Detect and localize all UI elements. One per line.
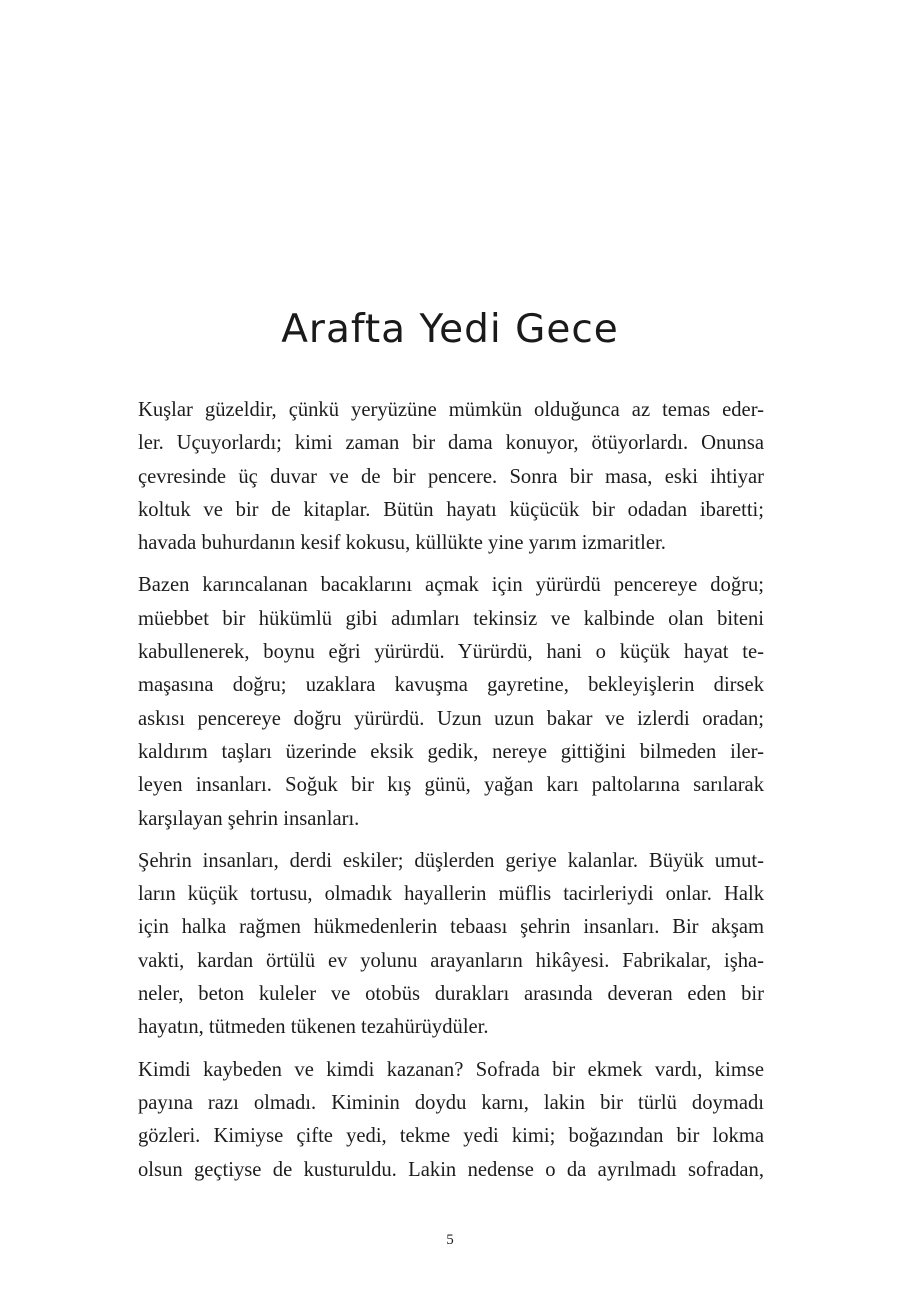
- text-line: müebbet bir hükümlü gibi adımları tekinsiz ve kalbinde olan biteni: [138, 607, 764, 630]
- text-line: vakti, kardan örtülü ev yolunu arayanların hikâyesi. Fabrikalar, işha-: [138, 949, 764, 972]
- text-line: Şehrin insanları, derdi eskiler; düşlerden geriye kalanlar. Büyük umut-: [138, 849, 764, 872]
- text-line: için halka rağmen hükmedenlerin tebaası şehrin insanları. Bir akşam: [138, 916, 764, 939]
- text-line: Kimdi kaybeden ve kimdi kazanan? Sofrada bir ekmek vardı, kimse: [138, 1058, 764, 1081]
- text-line: payına razı olmadı. Kiminin doydu karnı, lakin bir türlü doymadı: [138, 1091, 764, 1114]
- paragraph: [138, 569, 764, 835]
- text-line: ların küçük tortusu, olmadık hayallerin müflis tacirleriydi onlar. Halk: [138, 883, 764, 906]
- text-line: Kuşlar güzeldir, çünkü yeryüzüne mümkün olduğunca az temas eder-: [138, 399, 764, 421]
- text-line: Bazen karıncalanan bacaklarını açmak için yürürdü pencereye doğru;: [138, 574, 764, 597]
- text-line: neler, beton kuleler ve otobüs durakları arasında deveran eden bir: [138, 983, 764, 1006]
- text-line: kabullenerek, boynu eğri yürürdü. Yürürdü, hani o küçük hayat te-: [138, 641, 764, 664]
- paragraph: [138, 1054, 764, 1187]
- text-line: hayatın, tütmeden tükenen tezahürüydüler.: [138, 1016, 489, 1039]
- text-line: ler. Uçuyorlardı; kimi zaman bir dama konuyor, ötüyorlardı. Onunsa: [138, 432, 764, 455]
- text-line: askısı pencereye doğru yürürdü. Uzun uzun bakar ve izlerdi oradan;: [138, 707, 764, 730]
- text-line: maşasına doğru; uzaklara kavuşma gayretine, bekleyişlerin dirsek: [138, 674, 764, 697]
- paragraph: [138, 394, 764, 560]
- text-line: çevresinde üç duvar ve de bir pencere. Sonra bir masa, eski ihtiyar: [138, 465, 764, 488]
- text-line: karşılayan şehrin insanları.: [138, 807, 360, 830]
- text-line: havada buhurdanın kesif kokusu, küllükte yine yarım izmaritler.: [138, 532, 666, 555]
- page-number: 5: [446, 1232, 454, 1248]
- paragraph: [138, 845, 764, 1045]
- text-line: gözleri. Kimiyse çifte yedi, tekme yedi kimi; boğazından bir lokma: [138, 1125, 764, 1148]
- text-line: olsun geçtiyse de kusturuldu. Lakin nedense o da ayrılmadı sofradan,: [138, 1158, 764, 1181]
- chapter-title: Arafta Yedi Gece: [281, 307, 619, 352]
- text-line: leyen insanları. Soğuk bir kış günü, yağan karı paltolarına sarılarak: [138, 774, 764, 797]
- text-line: kaldırım taşları üzerinde eksik gedik, nereye gittiğini bilmeden iler-: [138, 740, 764, 763]
- text-line: koltuk ve bir de kitaplar. Bütün hayatı küçücük bir odadan ibaretti;: [138, 498, 764, 521]
- body-text: [138, 394, 764, 1196]
